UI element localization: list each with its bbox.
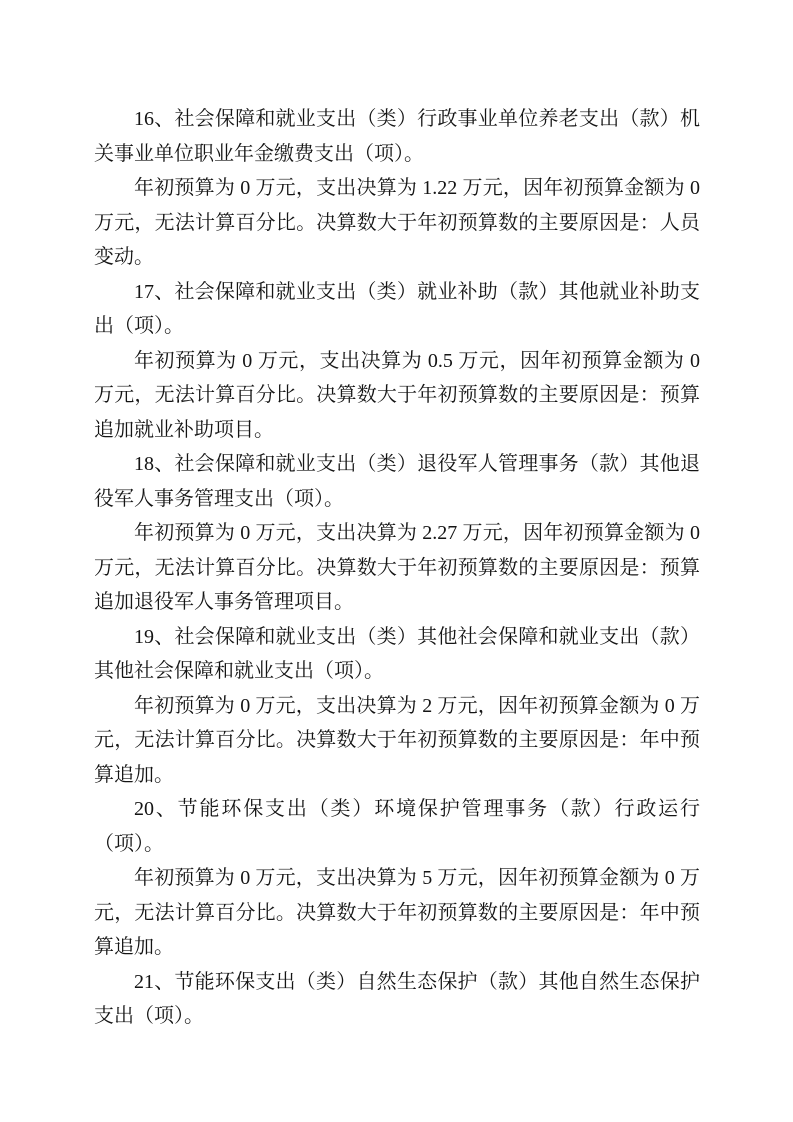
budget-item-18-title: 18、社会保障和就业支出（类）退役军人管理事务（款）其他退役军人事务管理支出（项）。 <box>94 453 700 510</box>
budget-item-16-detail: 年初预算为 0 万元，支出决算为 1.22 万元，因年初预算金额为 0 万元，无法计算百分比。决算数大于年初预算数的主要原因是：人员变动。 <box>94 177 700 268</box>
budget-item-20-detail: 年初预算为 0 万元，支出决算为 5 万元，因年初预算金额为 0 万元，无法计算百分比。决算数大于年初预算数的主要原因是：年中预算追加。 <box>94 867 700 958</box>
document-content <box>94 102 700 1034</box>
budget-item-20-title: 20、节能环保支出（类）环境保护管理事务（款）行政运行（项）。 <box>94 798 700 855</box>
budget-item-16-title: 16、社会保障和就业支出（类）行政事业单位养老支出（款）机关事业单位职业年金缴费支出（项）。 <box>94 108 700 165</box>
budget-item-19-detail: 年初预算为 0 万元，支出决算为 2 万元，因年初预算金额为 0 万元，无法计算百分比。决算数大于年初预算数的主要原因是：年中预算追加。 <box>94 694 700 786</box>
budget-item-19-title: 19、社会保障和就业支出（类）其他社会保障和就业支出（款）其他社会保障和就业支出（项）。 <box>94 625 700 682</box>
budget-item-17-title: 17、社会保障和就业支出（类）就业补助（款）其他就业补助支出（项）。 <box>94 280 700 337</box>
budget-item-17-detail: 年初预算为 0 万元，支出决算为 0.5 万元，因年初预算金额为 0 万元，无法计算百分比。决算数大于年初预算数的主要原因是：预算追加就业补助项目。 <box>94 349 700 441</box>
budget-item-18-detail: 年初预算为 0 万元，支出决算为 2.27 万元，因年初预算金额为 0 万元，无法计算百分比。决算数大于年初预算数的主要原因是：预算追加退役军人事务管理项目。 <box>94 522 700 613</box>
budget-item-21-title: 21、节能环保支出（类）自然生态保护（款）其他自然生态保护支出（项）。 <box>94 970 700 1027</box>
